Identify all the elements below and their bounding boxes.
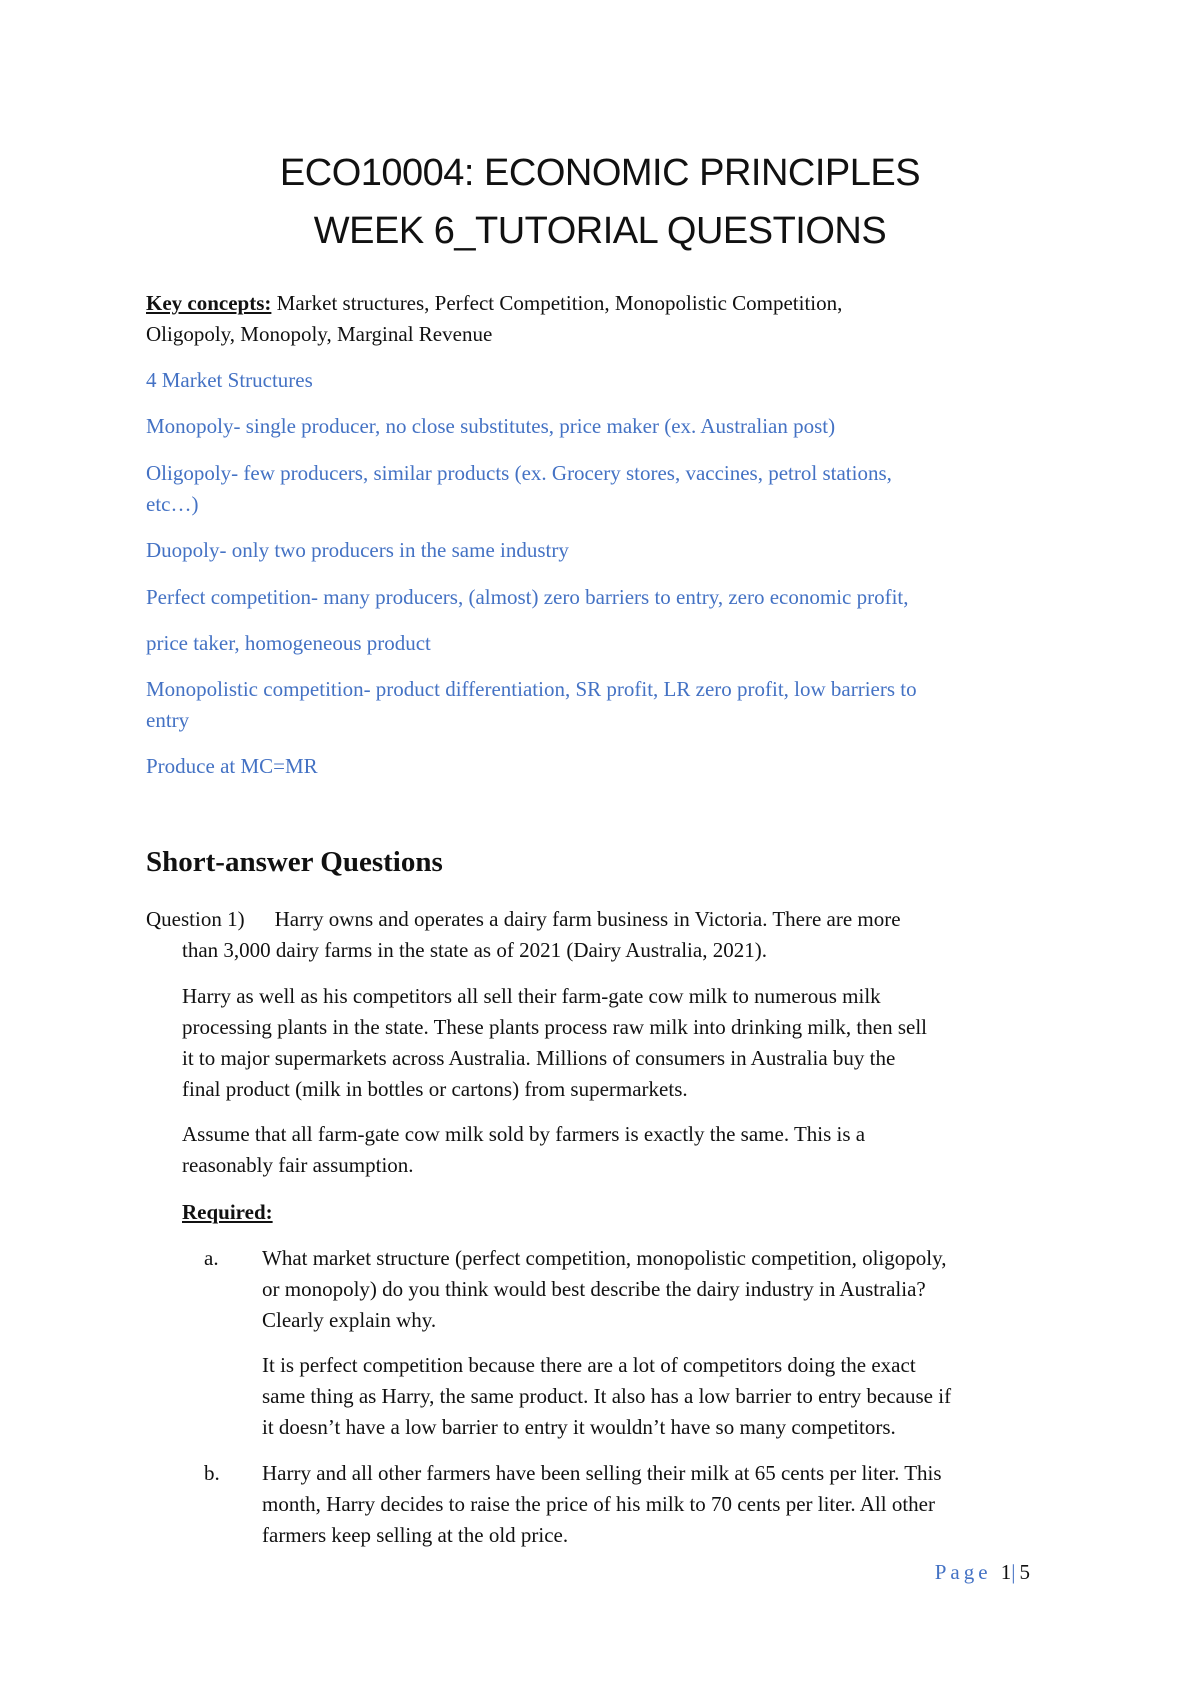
item-a-question [262,1243,1062,1336]
item-b-line2: month, Harry decides to raise the price of his milk to 70 cents per liter. All other [262,1492,935,1516]
question-1 [146,904,1066,935]
question-1-paragraph-2 [182,981,1062,1105]
key-concepts-text-cont: Oligopoly, Monopoly, Marginal Revenue [146,322,493,346]
item-a-marker: a. [204,1246,219,1270]
item-b-marker: b. [204,1461,220,1485]
para3-line2: reasonably fair assumption. [182,1153,414,1177]
required-label: Required: [182,1200,273,1224]
item-a-answer [262,1350,1062,1443]
item-b-question [262,1458,1062,1551]
note-oligopoly [146,458,1066,520]
page-number: 1 [1000,1560,1012,1584]
page-word: Page [934,1560,992,1584]
question-1-paragraph-3 [182,1119,1062,1181]
para3-line1: Assume that all farm-gate cow milk sold by farmers is exactly the same. This is a [182,1122,866,1146]
note-monopolistic-line2: entry [146,708,190,732]
note-oligopoly-line1: Oligopoly- few producers, similar products (ex. Grocery stores, vaccines, petrol stations, [146,461,892,485]
item-a-line2: or monopoly) do you think would best describe the dairy industry in Australia? [262,1277,926,1301]
para2-line2: processing plants in the state. These plants process raw milk into drinking milk, then sell [182,1015,927,1039]
total-pages: 5 [1019,1560,1030,1584]
page-separator: | [1011,1560,1020,1584]
question-1-line2: than 3,000 dairy farms in the state as of 2021 (Dairy Australia, 2021). [182,938,767,962]
answer-line2: same thing as Harry, the same product. It also has a low barrier to entry because if [262,1384,952,1408]
item-b-line3: farmers keep selling at the old price. [262,1523,569,1547]
question-1-label: Question 1) [146,907,245,931]
answer-line3: it doesn’t have a low barrier to entry it wouldn’t have so many competitors. [262,1415,896,1439]
item-a-line3: Clearly explain why. [262,1308,437,1332]
note-oligopoly-line2: etc…) [146,492,199,516]
item-b-line1: Harry and all other farmers have been selling their milk at 65 cents per liter. This [262,1461,942,1485]
key-concepts-text: Market structures, Perfect Competition, Monopolistic Competition, [271,291,843,315]
para2-line1: Harry as well as his competitors all sell their farm-gate cow milk to numerous milk [182,984,881,1008]
para2-line4: final product (milk in bottles or cartons) from supermarkets. [182,1077,688,1101]
note-monopolistic-competition [146,674,1066,736]
document-title: ECO10004: ECONOMIC PRINCIPLES [279,152,921,194]
note-monopoly: Monopoly- single producer, no close substitutes, price maker (ex. Australian post) [146,414,836,438]
note-perfect-competition-cont: price taker, homogeneous product [146,631,431,655]
para2-line3: it to major supermarkets across Australia. Millions of consumers in Australia buy the [182,1046,896,1070]
note-perfect-competition: Perfect competition- many producers, (almost) zero barriers to entry, zero economic profit, [146,585,909,609]
item-a-line1: What market structure (perfect competition, monopolistic competition, oligopoly, [262,1246,947,1270]
question-1-line1: Harry owns and operates a dairy farm business in Victoria. There are more [274,907,901,931]
section-heading: Short-answer Questions [146,846,443,878]
key-concepts-label: Key concepts: [146,291,272,315]
key-concepts [146,288,1066,350]
document-subtitle: WEEK 6_TUTORIAL QUESTIONS [313,210,887,252]
answer-line1: It is perfect competition because there are a lot of competitors doing the exact [262,1353,916,1377]
note-produce-rule: Produce at MC=MR [146,754,318,778]
note-monopolistic-line1: Monopolistic competition- product differentiation, SR profit, LR zero profit, low barriers to [146,677,917,701]
notes-heading: 4 Market Structures [146,368,313,392]
note-duopoly: Duopoly- only two producers in the same industry [146,538,569,562]
page-footer [935,1560,1030,1585]
